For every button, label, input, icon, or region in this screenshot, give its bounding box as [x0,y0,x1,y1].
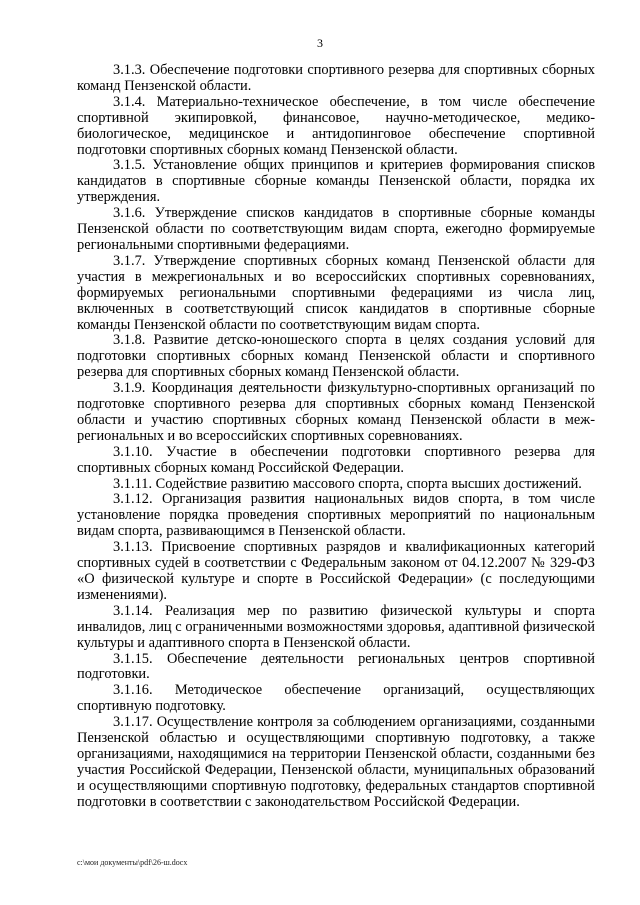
paragraph-number: 3.1.14. [113,602,153,619]
page-number: 3 [317,36,323,50]
paragraph-3-1-12 [77,492,595,540]
paragraph-number: 3.1.5. [113,157,146,174]
paragraph-3-1-15 [77,652,595,684]
paragraph-text: Утверждение спортивных сборных команд Пензенской области для участия в межрегиональных и во всероссийских спортивных соревнованиях, формируемых региональными спортивными федерациями из числа лиц, включенных в соответствующий список кандидатов в спортивные сборные команды Пензенской области по соответствующим видам спорта. [77,252,595,333]
paragraph-number: 3.1.3. [113,62,146,78]
paragraph-number: 3.1.4. [113,93,146,110]
paragraph-text: Утверждение списков кандидатов в спортивные сборные команды Пензенской области по соответствующим видам спорта, ежегодно формируемые региональными спортивными федерациями. [77,205,595,253]
paragraph-number: 3.1.17. [113,714,153,731]
paragraph-3-1-11 [77,477,595,493]
paragraph-number: 3.1.6. [113,205,146,222]
paragraph-text: Методическое обеспечение организаций, осуществляющих спортивную подготовку. [77,682,595,715]
paragraph-3-1-13 [77,540,595,604]
paragraph-3-1-16 [77,683,595,715]
paragraph-3-1-9 [77,381,595,445]
document-body [77,63,595,811]
paragraph-text: Организация развития национальных видов спорта, в том числе установление порядка проведения спортивных мероприятий по национальным видам спорта, развивающимся в Пензенской области. [77,491,595,540]
paragraph-number: 3.1.16. [113,682,153,699]
paragraph-3-1-14 [77,604,595,652]
paragraph-3-1-6 [77,206,595,254]
paragraph-text: Присвоение спортивных разрядов и квалификационных категорий спортивных судей в соответствии с Федеральным законом от 04.12.2007 № 329-ФЗ «О физической культуре и спорте в Российской Федерации» (с последующими изменениями). [77,539,595,603]
paragraph-number: 3.1.10. [113,443,153,460]
paragraph-text: Участие в обеспечении подготовки спортивного резерва для спортивных сборных команд Российской Федерации. [77,443,595,476]
paragraph-number: 3.1.8. [113,332,146,349]
paragraph-text: Реализация мер по развитию физической культуры и спорта инвалидов, лиц с ограниченными возможностями здоровья, адаптивной физической культуры и адаптивного спорта в Пензенской области. [77,602,595,651]
paragraph-3-1-10 [77,445,595,477]
paragraph-text: Материально-техническое обеспечение, в том числе обеспечение спортивной экипировкой, финансовое, научно-методическое, медико-биологическое, медицинское и антидопинговое обеспечение спортивной подготовки спортивных сборных команд Пензенской области. [77,93,595,158]
paragraph-text: Координация деятельности физкультурно-спортивных организаций по подготовке спортивного резерва для спортивных сборных команд Пензенской области и участию спортивных сборных команд Пензенской области в меж-региональных и во всероссийских спортивных соревнованиях. [77,380,595,444]
paragraph-text: Содействие развитию массового спорта, спорта высших достижений. [155,475,582,492]
paragraph-3-1-5 [77,158,595,206]
paragraph-text: Развитие детско-юношеского спорта в целях создания условий для подготовки спортивных сборных команд Пензенской области и спортивного резерва для спортивных сборных команд Пензенской области. [77,332,595,381]
paragraph-3-1-7 [77,254,595,334]
paragraph-3-1-3 [77,63,595,95]
paragraph-text: Обеспечение деятельности региональных центров спортивной подготовки. [77,650,595,683]
paragraph-number: 3.1.7. [113,252,146,269]
paragraph-number: 3.1.15. [113,650,153,667]
paragraph-number: 3.1.9. [113,380,146,397]
paragraph-3-1-8 [77,333,595,381]
paragraph-text: Установление общих принципов и критериев формирования списков кандидатов в спортивные сборные команды Пензенской области, порядка их утверждения. [77,157,595,206]
footer-file-path: c:\мои документы\pdf\26-ш.docx [77,858,188,867]
paragraph-number: 3.1.11. [113,475,153,492]
paragraph-text: Осуществление контроля за соблюдением организациями, созданными Пензенской областью и осуществляющими спортивную подготовку, а также организациями, находящимися на территории Пензенской области, созданными без участия Российской Федерации, Пензенской области, муниципальных образований и осуществляющими спортивную подготовку, федеральных стандартов спортивной подготовки в соответствии с законодательством Российской Федерации. [77,714,595,810]
paragraph-text: Обеспечение подготовки спортивного резерва для спортивных сборных команд Пензенской области. [77,62,595,94]
paragraph-number: 3.1.13. [113,539,153,556]
paragraph-number: 3.1.12. [113,491,153,508]
paragraph-3-1-17 [77,715,595,810]
paragraph-3-1-4 [77,95,595,159]
